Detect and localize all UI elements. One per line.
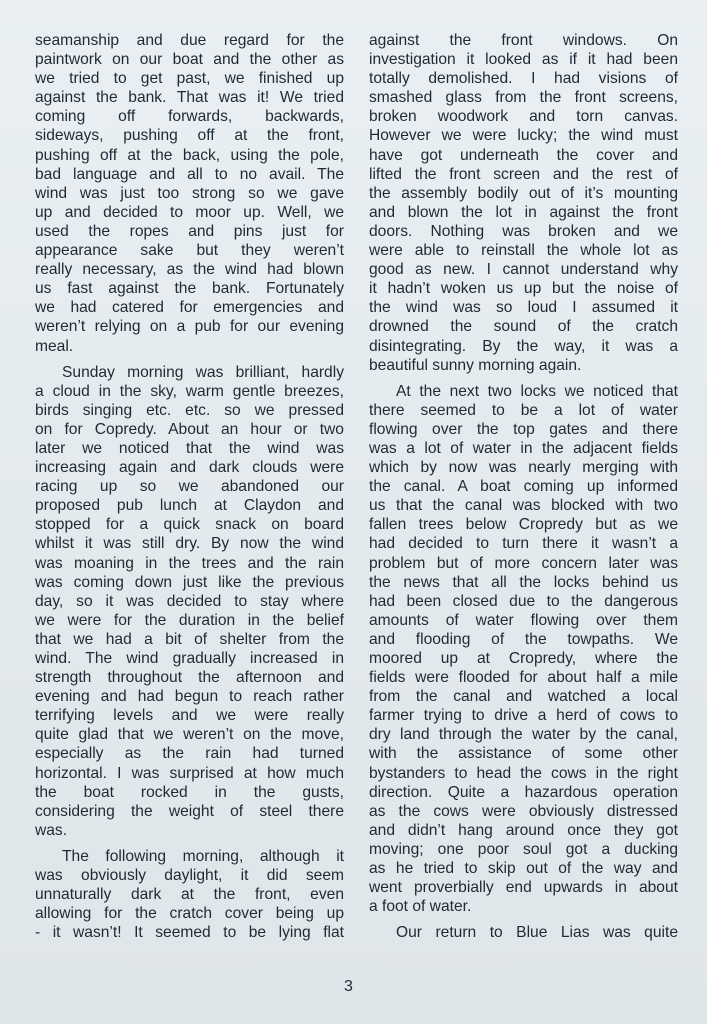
paragraph-gap xyxy=(369,916,678,923)
paragraph-gap xyxy=(35,840,344,847)
text-line: direction. Quite a hazardous operation xyxy=(369,783,678,801)
text-line: The following morning, although it xyxy=(62,847,344,865)
text-line: unnaturally dark at the front, even xyxy=(35,886,344,904)
page-number: 3 xyxy=(344,978,353,995)
text-line: evening and had begun to reach rather xyxy=(35,688,344,706)
text-line: birds singing etc. etc. so we pressed xyxy=(35,401,344,419)
text-line: we were for the duration in the belief xyxy=(35,611,344,629)
text-line: as he tried to skip out of the way and xyxy=(369,860,678,878)
text-line: quite glad that we weren’t on the move, xyxy=(35,726,344,744)
text-line: were able to reinstall the whole lot as xyxy=(369,242,678,260)
text-line: there seemed to be a lot of water xyxy=(369,401,678,419)
text-line: lifted the front screen and the rest of xyxy=(369,165,678,183)
text-line: meal. xyxy=(35,337,74,355)
text-line: investigation it looked as if it had been xyxy=(369,51,678,69)
text-line: as the cows were obviously distressed xyxy=(369,802,678,820)
text-line: the news that all the locks behind us xyxy=(369,573,678,591)
text-line: was a lot of water in the adjacent fields xyxy=(369,439,678,457)
text-line: from the canal and watched a local xyxy=(369,688,678,706)
text-line: considering the weight of steel there xyxy=(35,802,344,820)
paragraph-gap xyxy=(35,356,344,363)
text-line: appearance sake but they weren’t xyxy=(35,242,344,260)
text-line: a cloud in the sky, warm gentle breezes, xyxy=(35,382,344,400)
text-line: proposed pub lunch at Claydon and xyxy=(35,497,344,515)
text-line: - it wasn’t! It seemed to be lying flat xyxy=(35,924,344,942)
text-line: wind was just too strong so we gave xyxy=(35,184,344,202)
text-line: and flooding of the towpaths. We xyxy=(369,630,678,648)
text-line: had been closed due to the dangerous xyxy=(369,592,678,610)
text-line: bystanders to head the cows in the right xyxy=(369,764,678,782)
text-line: the canal. A boat coming up informed xyxy=(369,478,678,496)
text-line: problem but of more concern later was xyxy=(369,554,678,572)
text-line: fallen trees below Cropredy but as we xyxy=(369,516,678,534)
text-line: drowned the sound of the cratch xyxy=(369,318,678,336)
right-text-column xyxy=(369,31,678,942)
text-line: horizontal. I was surprised at how much xyxy=(35,764,344,782)
text-line: we had catered for emergencies and xyxy=(35,299,344,317)
text-line: used the ropes and pins just for xyxy=(35,222,344,240)
text-line: weren’t relying on a pub for our evening xyxy=(35,318,344,336)
text-line: coming off forwards, backwards, xyxy=(35,108,344,126)
text-line: had decided to turn there it wasn’t a xyxy=(369,535,678,553)
text-line: was. xyxy=(35,821,68,839)
text-line: and didn’t hang around once they got xyxy=(369,821,678,839)
text-line: broken woodwork and torn canvas. xyxy=(369,108,678,126)
text-line: racing up so we abandoned our xyxy=(35,478,344,496)
text-line: bad language and all to no avail. The xyxy=(35,165,344,183)
text-line: really necessary, as the wind had blown xyxy=(35,261,344,279)
text-line: However we were lucky; the wind must xyxy=(369,127,678,145)
text-line: stopped for a quick snack on board xyxy=(35,516,344,534)
left-text-column xyxy=(35,31,344,942)
text-line: the assembly bodily out of it’s mounting xyxy=(369,184,678,202)
text-line: sideways, pushing off at the front, xyxy=(35,127,344,145)
text-line: a foot of water. xyxy=(369,898,472,916)
text-line: against the bank. That was it! We tried xyxy=(35,89,344,107)
text-line: was moaning in the trees and the rain xyxy=(35,554,344,572)
text-line: the boat rocked in the gusts, xyxy=(35,783,344,801)
text-line: good as new. I cannot understand why xyxy=(369,261,678,279)
text-line: was obviously daylight, it did seem xyxy=(35,867,344,885)
text-line: flowing over the top gates and there xyxy=(369,420,678,438)
text-line: moving; one poor soul got a ducking xyxy=(369,840,678,858)
text-line: amounts of water flowing over them xyxy=(369,611,678,629)
text-line: whilst it was still dry. By now the wind xyxy=(35,535,344,553)
text-line: wind. The wind gradually increased in xyxy=(35,650,344,667)
text-line: that we had a bit of shelter from the xyxy=(35,630,344,648)
text-line: dry land through the water by the canal, xyxy=(369,726,678,744)
text-line: allowing for the cratch cover being up xyxy=(35,905,344,923)
text-line: which by now was nearly merging with xyxy=(369,459,678,477)
text-line: seamanship and due regard for the xyxy=(35,32,344,49)
text-line: day, so it was decided to stay where xyxy=(35,592,344,610)
text-line: paintwork on our boat and the other as xyxy=(35,51,344,69)
text-line: us that the canal was blocked with two xyxy=(369,497,678,515)
text-line: us fast against the bank. Fortunately xyxy=(35,280,344,298)
paragraph-gap xyxy=(369,375,678,382)
text-line: the wind was so loud I assumed it xyxy=(369,299,678,317)
text-line: Sunday morning was brilliant, hardly xyxy=(62,363,344,381)
text-line: disintegrating. By the way, it was a xyxy=(369,337,678,355)
text-line: doors. Nothing was broken and we xyxy=(369,222,678,240)
text-line: terrifying levels and we were really xyxy=(35,707,344,725)
text-line: was coming down just like the previous xyxy=(35,573,344,591)
text-line: At the next two locks we noticed that xyxy=(396,382,678,400)
text-line: we tried to get past, we finished up xyxy=(35,70,344,88)
text-line: Our return to Blue Lias was quite xyxy=(396,924,678,942)
text-line: fields were flooded for about half a mile xyxy=(369,669,678,687)
text-line: smashed glass from the front screens, xyxy=(369,89,678,107)
text-line: and blown the lot in against the front xyxy=(369,203,678,221)
text-line: especially as the rain had turned xyxy=(35,745,344,763)
text-line: up and decided to moor up. Well, we xyxy=(35,203,344,221)
text-line: increasing again and dark clouds were xyxy=(35,459,344,477)
text-line: moored up at Cropredy, where the xyxy=(369,650,678,667)
text-line: later we noticed that the wind was xyxy=(35,439,344,457)
text-line: against the front windows. On xyxy=(369,32,678,49)
text-line: beautiful sunny morning again. xyxy=(369,356,582,374)
text-line: with the assistance of some other xyxy=(369,745,678,763)
text-line: it hadn’t woken us up but the noise of xyxy=(369,280,678,298)
text-line: totally demolished. I had visions of xyxy=(369,70,678,88)
text-line: farmer trying to drive a herd of cows to xyxy=(369,707,678,725)
text-line: strength throughout the afternoon and xyxy=(35,669,344,687)
text-line: have got underneath the cover and xyxy=(369,146,678,164)
text-line: pushing off at the back, using the pole, xyxy=(35,146,344,164)
text-line: on for Copredy. About an hour or two xyxy=(35,420,344,438)
text-line: went proverbially end upwards in about xyxy=(369,879,678,897)
